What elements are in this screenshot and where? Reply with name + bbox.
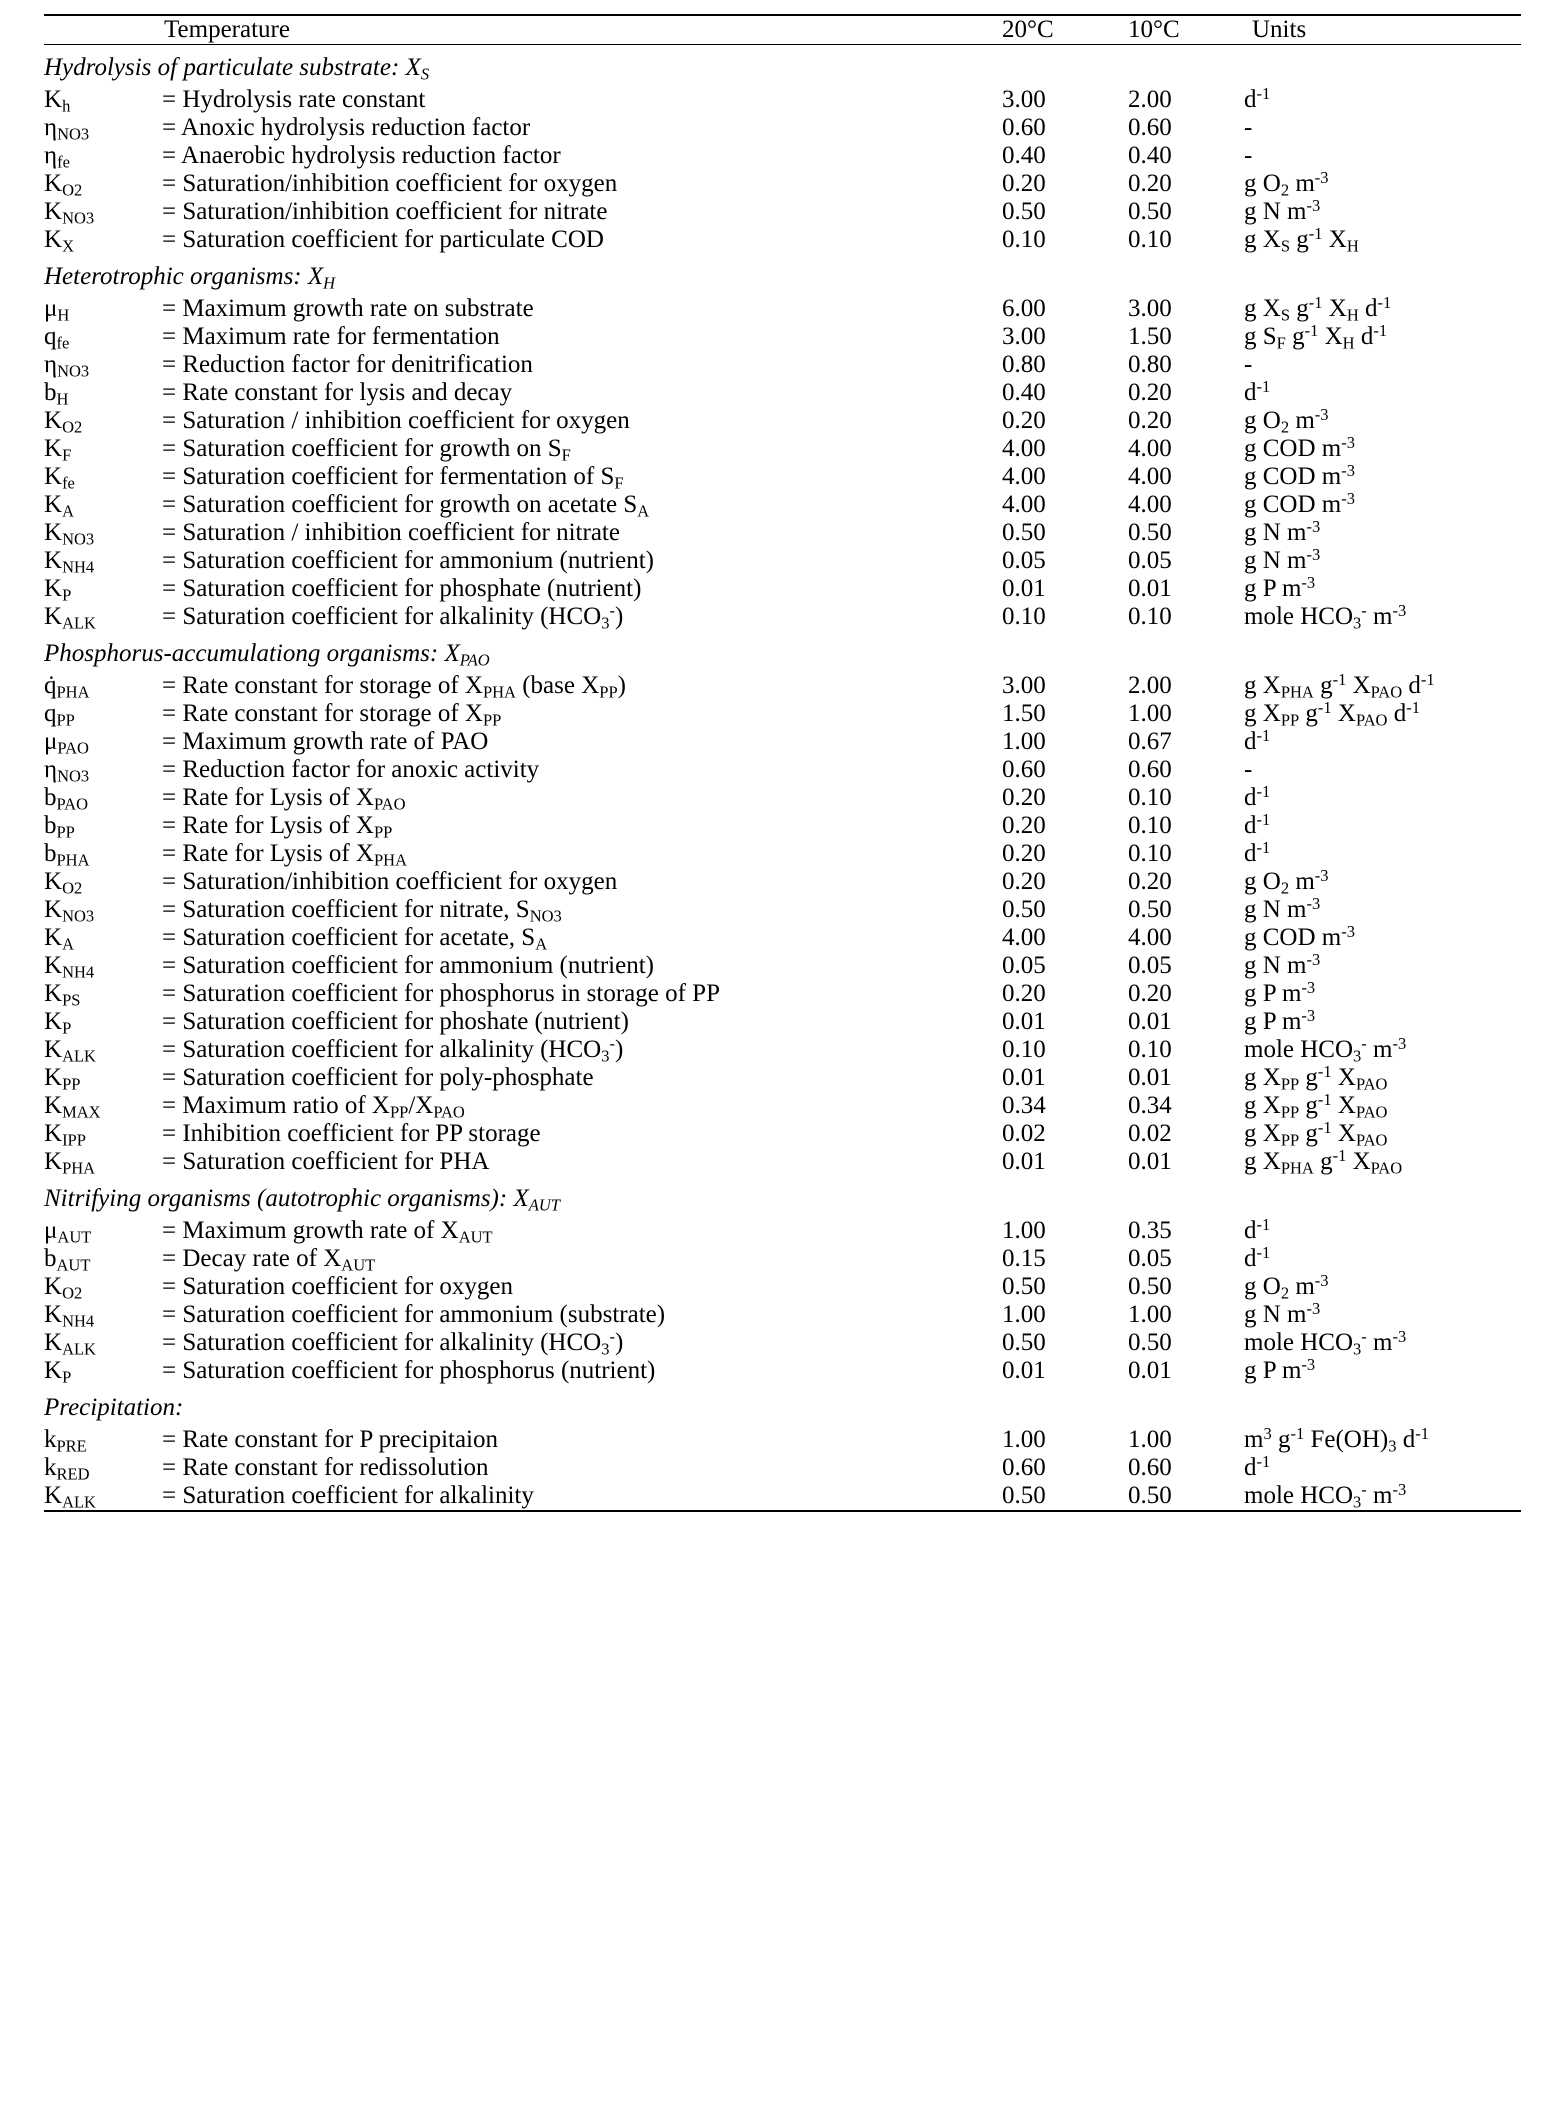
row-value-20c: 4.00: [1002, 491, 1046, 518]
table-row: [44, 435, 1521, 463]
row-value-20c: 0.20: [1002, 812, 1046, 839]
row-value-10c: 0.01: [1128, 1357, 1172, 1384]
row-units: g P $m^{-3}$: [1244, 1354, 1316, 1384]
row-description: = Maximum rate for fermentation: [162, 323, 500, 350]
row-units: g $O_2$ $m^{-3}$: [1244, 167, 1329, 200]
row-units: -: [1244, 351, 1253, 378]
row-units: g $X_{PHA}$ $g^{-1}$ $X_{PAO}$: [1244, 1145, 1403, 1178]
row-value-10c: 0.10: [1128, 603, 1172, 630]
row-value-10c: 1.50: [1128, 323, 1172, 350]
row-description: = Rate constant for redissolution: [162, 1454, 489, 1481]
row-symbol: $b_{PP}$: [44, 812, 75, 842]
table-row: [44, 1482, 1521, 1511]
row-value-10c: 4.00: [1128, 924, 1172, 951]
row-symbol: $K_P$: [44, 1357, 72, 1387]
table-row: [44, 1454, 1521, 1482]
table-row: [44, 868, 1521, 896]
section-heading-row: [44, 45, 1521, 87]
row-description: = Saturation coefficient for phosphate (nutrient): [162, 575, 642, 602]
row-description: = Saturation coefficient for poly-phosphate: [162, 1064, 594, 1091]
row-value-20c: 0.50: [1002, 1482, 1128, 1511]
row-units: $m^3$ $g^{-1}$ $Fe(OH)_3$ $d^{-1}$: [1244, 1423, 1429, 1456]
row-description: = Saturation coefficient for fermentation of $S_F$: [162, 463, 624, 493]
table-row: [44, 491, 1521, 519]
row-units: g COD $m^{-3}$: [1244, 432, 1355, 462]
row-symbol: $\mu_H$: [44, 295, 70, 325]
row-symbol: $K_{NO3}$: [44, 896, 95, 926]
row-units: -: [1244, 114, 1253, 141]
row-units: g P $m^{-3}$: [1244, 1005, 1316, 1035]
table-row: [44, 1148, 1521, 1176]
row-description: = Saturation coefficient for nitrate, $S_{NO3}$: [162, 896, 562, 926]
row-description: = Rate for Lysis of $X_{PP}$: [162, 812, 393, 842]
row-units: g COD $m^{-3}$: [1244, 460, 1355, 490]
row-symbol: $K_F$: [44, 435, 72, 465]
table-row: [44, 812, 1521, 840]
row-value-10c: 1.00: [1128, 1301, 1172, 1328]
row-units: g $X_{PHA}$ $g^{-1}$ $X_{PAO}$ $d^{-1}$: [1244, 669, 1435, 702]
table-row: [44, 1064, 1521, 1092]
row-value-10c: 0.60: [1128, 756, 1172, 783]
row-symbol: $k_{PRE}$: [44, 1426, 87, 1456]
row-description: = Hydrolysis rate constant: [162, 86, 426, 113]
row-symbol: $\eta_{NO3}$: [44, 351, 90, 381]
table-row: [44, 603, 1521, 631]
row-symbol: $K_{PHA}$: [44, 1148, 96, 1178]
table-row: [44, 547, 1521, 575]
table-row: [44, 784, 1521, 812]
row-description: = Reduction factor for denitrification: [162, 351, 533, 378]
table-row: [44, 700, 1521, 728]
table-row: [44, 840, 1521, 868]
row-value-20c: 0.80: [1002, 351, 1046, 378]
row-value-20c: 0.60: [1002, 1454, 1046, 1481]
row-units: g N $m^{-3}$: [1244, 1298, 1321, 1328]
table-row: [44, 1008, 1521, 1036]
row-units: g COD $m^{-3}$: [1244, 488, 1355, 518]
row-value-10c: 4.00: [1128, 491, 1172, 518]
row-value-20c: 0.15: [1002, 1245, 1046, 1272]
row-description: = Saturation coefficient for phoshate (nutrient): [162, 1008, 629, 1035]
row-symbol: $K_{ALK}$: [44, 1036, 96, 1066]
row-symbol: $K_{O2}$: [44, 170, 83, 200]
table-row: [44, 86, 1521, 114]
row-value-20c: 0.05: [1002, 547, 1046, 574]
row-value-10c: 0.20: [1128, 868, 1172, 895]
row-description: = Maximum growth rate of $X_{AUT}$: [162, 1217, 493, 1247]
row-value-20c: 0.02: [1002, 1120, 1046, 1147]
row-value-10c: 0.35: [1128, 1217, 1172, 1244]
row-value-10c: 0.10: [1128, 1036, 1172, 1063]
row-value-20c: 0.01: [1002, 575, 1046, 602]
table-row: [44, 1217, 1521, 1245]
row-value-20c: 3.00: [1002, 323, 1046, 350]
row-description: = Saturation coefficient for growth on acetate $S_A$: [162, 491, 650, 521]
row-units: g P $m^{-3}$: [1244, 977, 1316, 1007]
row-units: g $X_{PP}$ $g^{-1}$ $X_{PAO}$: [1244, 1089, 1388, 1122]
table-row: [44, 379, 1521, 407]
row-symbol: $K_{O2}$: [44, 868, 83, 898]
row-symbol: $\mu_{AUT}$: [44, 1217, 92, 1247]
row-description: = Rate constant for P precipitaion: [162, 1426, 498, 1453]
row-units: mole $HCO_3^-$ $m^{-3}$: [1244, 1033, 1407, 1066]
row-value-20c: 0.10: [1002, 603, 1046, 630]
row-description: = Saturation coefficient for ammonium (nutrient): [162, 952, 654, 979]
row-symbol: $K_P$: [44, 575, 72, 605]
row-value-10c: 0.20: [1128, 407, 1172, 434]
row-units: -: [1244, 142, 1253, 169]
row-value-20c: 6.00: [1002, 295, 1046, 322]
row-units: mole $HCO_3^-$ $m^{-3}$: [1244, 1326, 1407, 1359]
row-value-10c: 0.10: [1128, 784, 1172, 811]
table-row: [44, 1036, 1521, 1064]
row-units: g P $m^{-3}$: [1244, 572, 1316, 602]
row-value-20c: 0.20: [1002, 868, 1046, 895]
row-value-10c: 1.00: [1128, 700, 1172, 727]
row-description: = Decay rate of $X_{AUT}$: [162, 1245, 376, 1275]
row-value-20c: 0.60: [1002, 756, 1046, 783]
row-value-20c: 0.20: [1002, 784, 1046, 811]
row-description: = Rate for Lysis of $X_{PAO}$: [162, 784, 406, 814]
row-value-20c: 0.50: [1002, 1329, 1046, 1356]
row-value-20c: 1.00: [1002, 728, 1046, 755]
row-description: = Rate constant for storage of $X_{PP}$: [162, 700, 502, 730]
row-description: = Saturation coefficient for ammonium (substrate): [162, 1301, 666, 1328]
header-temp-10: 10°C: [1128, 15, 1244, 45]
row-description: = Saturation coefficient for alkalinity $(HCO_3^-)$: [162, 600, 624, 633]
row-value-10c: 0.02: [1128, 1120, 1172, 1147]
row-symbol: $K_{NH4}$: [44, 1301, 95, 1331]
row-description: = Inhibition coefficient for PP storage: [162, 1120, 541, 1147]
section-heading-row: [44, 631, 1521, 672]
row-value-10c: 0.50: [1128, 1273, 1172, 1300]
row-description: = Saturation coefficient for alkalinity $(HCO_3^-)$: [162, 1326, 624, 1359]
row-value-20c: 0.40: [1002, 142, 1046, 169]
row-value-10c: 0.20: [1128, 170, 1172, 197]
table-header-row: [44, 15, 1521, 45]
header-symbol: [44, 15, 162, 45]
row-units: g $X_{PP}$ $g^{-1}$ $X_{PAO}$ $d^{-1}$: [1244, 697, 1420, 730]
section-title: Precipitation:: [44, 1394, 184, 1421]
row-symbol: $b_{PAO}$: [44, 784, 88, 814]
row-symbol: $K_A$: [44, 491, 74, 521]
section-title: Nitrifying organisms (autotrophic organisms): $X_{AUT}$: [44, 1185, 560, 1215]
row-units: g $X_{PP}$ $g^{-1}$ $X_{PAO}$: [1244, 1117, 1388, 1150]
row-value-20c: 0.01: [1002, 1064, 1046, 1091]
table-row: [44, 226, 1521, 254]
row-value-20c: 0.50: [1002, 519, 1046, 546]
table-row: [44, 295, 1521, 323]
row-value-10c: 1.00: [1128, 1426, 1172, 1453]
table-row: [44, 323, 1521, 351]
table-body: [44, 45, 1521, 1512]
row-description: = Saturation coefficient for phosphorus in storage of PP: [162, 980, 720, 1007]
row-description: = Saturation coefficient for alkalinity: [162, 1482, 1002, 1511]
row-description: = Reduction factor for anoxic activity: [162, 756, 540, 783]
row-value-20c: 0.50: [1002, 896, 1046, 923]
row-symbol: $b_{AUT}$: [44, 1245, 91, 1275]
row-description: = Saturation coefficient for alkalinity $(HCO_3^-)$: [162, 1033, 624, 1066]
table-row: [44, 142, 1521, 170]
table-row: [44, 463, 1521, 491]
row-description: = Rate for Lysis of $X_{PHA}$: [162, 840, 408, 870]
row-value-10c: 0.60: [1128, 1454, 1172, 1481]
row-value-10c: 0.05: [1128, 952, 1172, 979]
row-description: = Rate constant for lysis and decay: [162, 379, 513, 406]
row-units: $d^{-1}$: [1244, 837, 1271, 867]
table-row: [44, 407, 1521, 435]
row-value-20c: 4.00: [1002, 435, 1046, 462]
row-symbol: $K_A$: [44, 924, 74, 954]
row-symbol: $K_{NO3}$: [44, 519, 95, 549]
row-description: = Maximum growth rate on substrate: [162, 295, 534, 322]
table-row: [44, 1273, 1521, 1301]
row-value-20c: 0.60: [1002, 114, 1046, 141]
row-description: = Anaerobic hydrolysis reduction factor: [162, 142, 561, 169]
row-value-10c: 0.67: [1128, 728, 1172, 755]
row-symbol: $K_{O2}$: [44, 407, 83, 437]
table-row: [44, 519, 1521, 547]
table-header: [44, 15, 1521, 45]
row-value-20c: 0.50: [1002, 198, 1046, 225]
row-units: $d^{-1}$: [1244, 376, 1271, 406]
row-value-10c: 2.00: [1128, 86, 1172, 113]
row-description: = Maximum ratio of $X_{PP}/X_{PAO}$: [162, 1092, 465, 1122]
table-row: [44, 896, 1521, 924]
row-value-10c: 0.10: [1128, 226, 1172, 253]
row-value-20c: 0.01: [1002, 1148, 1046, 1175]
row-value-10c: 0.50: [1128, 519, 1172, 546]
row-description: = Anoxic hydrolysis reduction factor: [162, 114, 531, 141]
section-title: Phosphorus-accumulationg organisms: $X_{PAO}$: [44, 640, 490, 670]
table-row: [44, 1329, 1521, 1357]
table-row: [44, 170, 1521, 198]
row-value-10c: 0.10: [1128, 840, 1172, 867]
table-row: [44, 1120, 1521, 1148]
table-row: [44, 351, 1521, 379]
row-value-10c: 2.00: [1128, 672, 1172, 699]
row-value-10c: 0.01: [1128, 1148, 1172, 1175]
row-units: g N $m^{-3}$: [1244, 949, 1321, 979]
row-symbol: $q_{fe}$: [44, 323, 70, 353]
table-row: [44, 672, 1521, 700]
row-symbol: $K_{PS}$: [44, 980, 81, 1010]
row-description: = Saturation coefficient for acetate, $S_A$: [162, 924, 548, 954]
row-units: $d^{-1}$: [1244, 781, 1271, 811]
row-units: g $S_F$ $g^{-1}$ $X_H$ $d^{-1}$: [1244, 320, 1388, 353]
row-value-20c: 3.00: [1002, 86, 1046, 113]
section-heading-row: [44, 1176, 1521, 1217]
row-value-10c: 0.80: [1128, 351, 1172, 378]
table-row: [44, 1245, 1521, 1273]
row-description: = Saturation/inhibition coefficient for oxygen: [162, 868, 618, 895]
row-description: = Saturation coefficient for growth on $S_F$: [162, 435, 571, 465]
section-heading-row: [44, 254, 1521, 295]
section-title: Hydrolysis of particulate substrate: $X_S$: [44, 54, 430, 84]
table-row: [44, 980, 1521, 1008]
row-description: = Saturation / inhibition coefficient for nitrate: [162, 519, 620, 546]
row-value-20c: 0.20: [1002, 170, 1046, 197]
row-units: g N $m^{-3}$: [1244, 195, 1321, 225]
table-row: [44, 1426, 1521, 1454]
row-value-10c: 0.01: [1128, 1008, 1172, 1035]
row-units: mole $HCO_3^-$ $m^{-3}$: [1244, 600, 1407, 633]
row-value-10c: 3.00: [1128, 295, 1172, 322]
row-symbol: $q̇_{PHA}$: [44, 672, 90, 702]
row-value-20c: 0.01: [1002, 1008, 1046, 1035]
row-units: -: [1244, 756, 1253, 783]
row-symbol: $K_{MAX}$: [44, 1092, 101, 1122]
row-value-10c: 0.50: [1128, 198, 1172, 225]
row-symbol: $K_P$: [44, 1008, 72, 1038]
row-units: $d^{-1}$: [1244, 1214, 1271, 1244]
row-description: = Saturation coefficient for phosphorus (nutrient): [162, 1357, 656, 1384]
row-units: g COD $m^{-3}$: [1244, 921, 1355, 951]
row-value-20c: 0.20: [1002, 407, 1046, 434]
row-units: g N $m^{-3}$: [1244, 544, 1321, 574]
row-description: = Saturation coefficient for ammonium (nutrient): [162, 547, 654, 574]
row-symbol: $K_h$: [44, 86, 71, 116]
row-description: = Saturation/inhibition coefficient for nitrate: [162, 198, 608, 225]
parameters-table: [44, 14, 1521, 1512]
row-description: = Saturation coefficient for particulate COD: [162, 226, 604, 253]
row-value-20c: 1.00: [1002, 1301, 1046, 1328]
row-value-20c: 0.10: [1002, 1036, 1046, 1063]
row-units: mole $HCO_3^-$ $m^{-3}$: [1244, 1482, 1521, 1511]
row-symbol: $K_{NH4}$: [44, 952, 95, 982]
row-value-20c: 0.20: [1002, 980, 1046, 1007]
row-value-20c: 0.40: [1002, 379, 1046, 406]
row-value-10c: 0.34: [1128, 1092, 1172, 1119]
row-symbol: $K_{O2}$: [44, 1273, 83, 1303]
row-value-10c: 4.00: [1128, 463, 1172, 490]
header-temp-20: 20°C: [1002, 15, 1128, 45]
row-units: g $O_2$ $m^{-3}$: [1244, 1270, 1329, 1303]
row-symbol: $K_{NH4}$: [44, 547, 95, 577]
table-row: [44, 575, 1521, 603]
row-value-20c: 0.34: [1002, 1092, 1046, 1119]
row-description: = Saturation coefficient for PHA: [162, 1148, 490, 1175]
row-units: $d^{-1}$: [1244, 809, 1271, 839]
row-symbol: $K_{IPP}$: [44, 1120, 86, 1150]
row-symbol: $\eta_{fe}$: [44, 142, 70, 172]
row-value-10c: 0.05: [1128, 1245, 1172, 1272]
table-row: [44, 114, 1521, 142]
row-symbol: $K_{ALK}$: [44, 1482, 162, 1511]
section-title: Heterotrophic organisms: $X_H$: [44, 263, 336, 293]
row-symbol: $\mu_{PAO}$: [44, 728, 89, 758]
row-value-20c: 1.00: [1002, 1426, 1046, 1453]
table-row: [44, 1301, 1521, 1329]
row-units: $d^{-1}$: [1244, 725, 1271, 755]
header-units: Units: [1244, 15, 1521, 45]
row-units: g N $m^{-3}$: [1244, 893, 1321, 923]
row-value-10c: 0.20: [1128, 379, 1172, 406]
row-units: g N $m^{-3}$: [1244, 516, 1321, 546]
row-value-10c: 0.01: [1128, 1064, 1172, 1091]
row-symbol: $b_{PHA}$: [44, 840, 90, 870]
table-row: [44, 952, 1521, 980]
row-symbol: $K_{PP}$: [44, 1064, 81, 1094]
table-row: [44, 1357, 1521, 1385]
header-description: Temperature: [162, 15, 1002, 45]
row-symbol: $\eta_{NO3}$: [44, 114, 90, 144]
row-units: g $X_S$ $g^{-1}$ $X_H$ $d^{-1}$: [1244, 292, 1392, 325]
row-units: g $O_2$ $m^{-3}$: [1244, 404, 1329, 437]
row-value-20c: 0.05: [1002, 952, 1046, 979]
row-description: = Rate constant for storage of $X_{PHA}$ (base $X_{PP}$): [162, 672, 626, 702]
row-description: = Saturation coefficient for oxygen: [162, 1273, 514, 1300]
row-value-20c: 3.00: [1002, 672, 1046, 699]
row-value-20c: 1.50: [1002, 700, 1046, 727]
row-symbol: $q_{PP}$: [44, 700, 75, 730]
row-symbol: $K_{NO3}$: [44, 198, 95, 228]
row-symbol: $\eta_{NO3}$: [44, 756, 90, 786]
section-heading-row: [44, 1385, 1521, 1426]
row-value-10c: 0.50: [1128, 1329, 1172, 1356]
row-symbol: $K_X$: [44, 226, 74, 256]
row-symbol: $K_{ALK}$: [44, 603, 96, 633]
row-units: g $X_{PP}$ $g^{-1}$ $X_{PAO}$: [1244, 1061, 1388, 1094]
row-units: $d^{-1}$: [1244, 1242, 1271, 1272]
row-value-10c: 0.60: [1128, 114, 1172, 141]
row-value-10c: 0.50: [1128, 896, 1172, 923]
row-value-10c: 0.50: [1128, 1482, 1244, 1511]
row-value-20c: 1.00: [1002, 1217, 1046, 1244]
table-row: [44, 756, 1521, 784]
row-value-10c: 0.01: [1128, 575, 1172, 602]
row-value-20c: 0.01: [1002, 1357, 1046, 1384]
row-description: = Saturation / inhibition coefficient for oxygen: [162, 407, 630, 434]
row-value-20c: 0.20: [1002, 840, 1046, 867]
table-row: [44, 924, 1521, 952]
row-symbol: $K_{ALK}$: [44, 1329, 96, 1359]
table-row: [44, 198, 1521, 226]
row-value-10c: 0.40: [1128, 142, 1172, 169]
row-value-10c: 0.05: [1128, 547, 1172, 574]
row-description: = Saturation/inhibition coefficient for oxygen: [162, 170, 618, 197]
row-value-10c: 0.20: [1128, 980, 1172, 1007]
row-value-20c: 0.10: [1002, 226, 1046, 253]
row-description: = Maximum growth rate of PAO: [162, 728, 489, 755]
row-symbol: $K_{fe}$: [44, 463, 75, 493]
row-value-20c: 4.00: [1002, 463, 1046, 490]
row-symbol: $b_H$: [44, 379, 69, 409]
row-value-20c: 0.50: [1002, 1273, 1046, 1300]
row-value-20c: 4.00: [1002, 924, 1046, 951]
row-value-10c: 4.00: [1128, 435, 1172, 462]
row-symbol: $k_{RED}$: [44, 1454, 90, 1484]
table-row: [44, 1092, 1521, 1120]
row-units: $d^{-1}$: [1244, 83, 1271, 113]
row-value-10c: 0.10: [1128, 812, 1172, 839]
row-units: $d^{-1}$: [1244, 1451, 1271, 1481]
row-units: g $O_2$ $m^{-3}$: [1244, 865, 1329, 898]
row-units: g $X_S$ $g^{-1}$ $X_H$: [1244, 223, 1359, 256]
table-row: [44, 728, 1521, 756]
